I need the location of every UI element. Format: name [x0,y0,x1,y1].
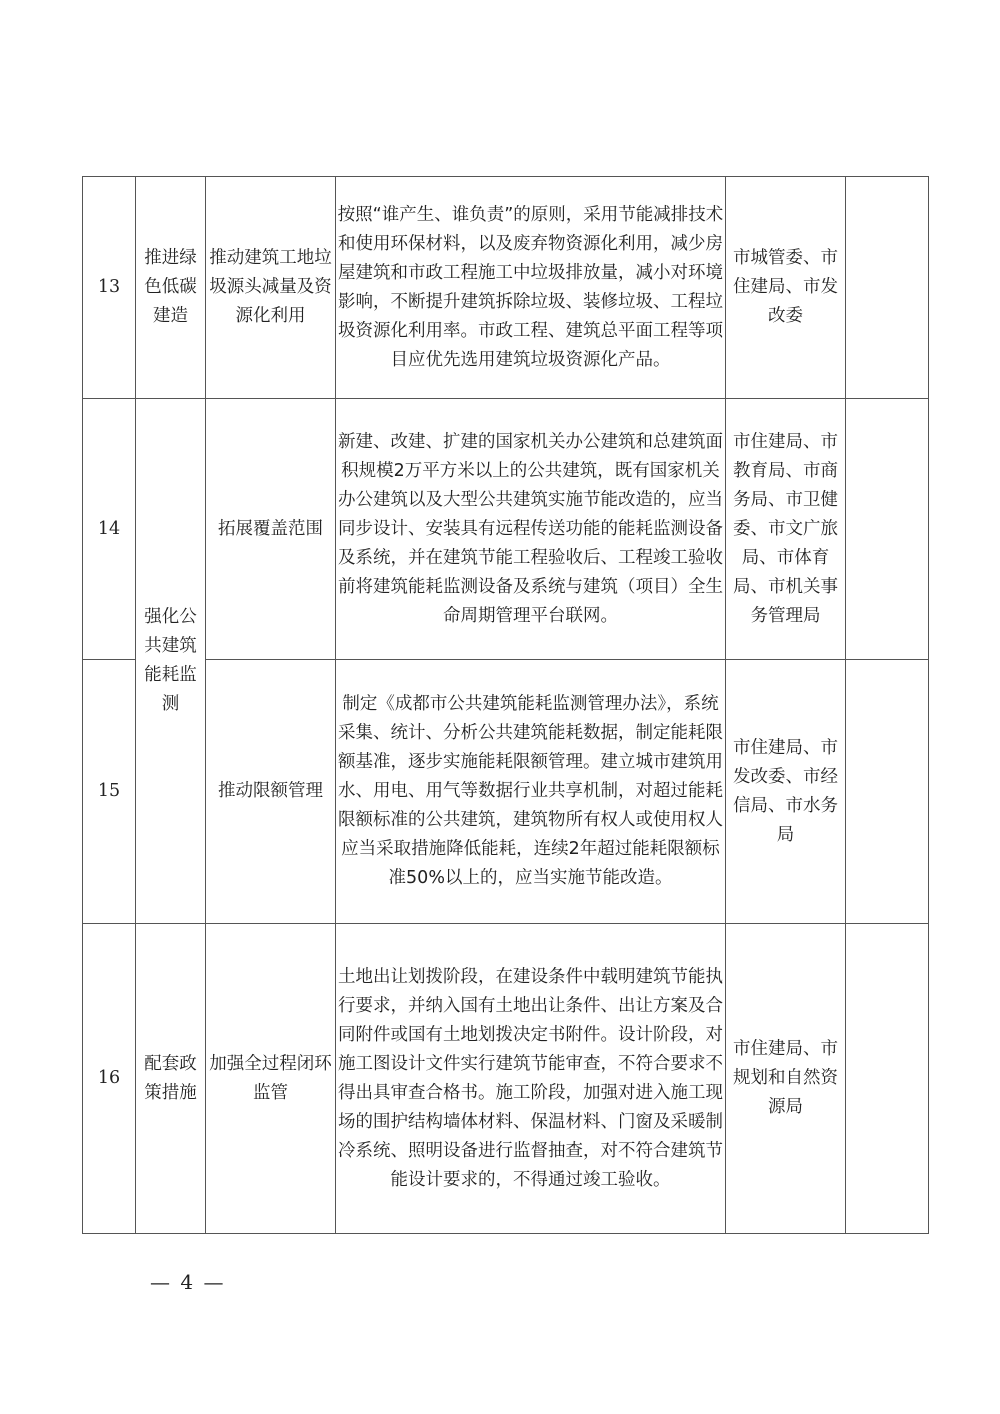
category-cell: 推进绿色低碳建造 [136,177,206,399]
table-row [83,177,929,399]
category-cell: 配套政策措施 [136,924,206,1234]
task-table [82,176,929,1234]
table-row [83,660,929,924]
task-content-cell: 按照“谁产生、谁负责”的原则，采用节能减排技术和使用环保材料，以及废弃物资源化利用，减少房屋建筑和市政工程施工中垃圾排放量，减小对环境影响，不断提升建筑拆除垃圾、装修垃圾、工程垃圾资源化利用率。市政工程、建筑总平面工程等项目应优先选用建筑垃圾资源化产品。 [336,177,726,399]
note-cell [846,924,929,1234]
task-item-cell: 加强全过程闭环监管 [206,924,336,1234]
note-cell [846,660,929,924]
task-content-cell: 土地出让划拨阶段，在建设条件中载明建筑节能执行要求，并纳入国有土地出让条件、出让方案及合同附件或国有土地划拨决定书附件。设计阶段，对施工图设计文件实行建筑节能审查，不符合要求不得出具审查合格书。施工阶段，加强对进入施工现场的围护结构墙体材料、保温材料、门窗及采暖制冷系统、照明设备进行监督抽查，对不符合建筑节能设计要求的，不得通过竣工验收。 [336,924,726,1234]
table-row [83,924,929,1234]
row-number: 14 [83,399,136,660]
category-cell: 强化公共建筑能耗监测 [136,399,206,924]
table-row [83,399,929,660]
task-item-cell: 拓展覆盖范围 [206,399,336,660]
task-content-cell: 新建、改建、扩建的国家机关办公建筑和总建筑面积规模2万平方米以上的公共建筑，既有国家机关办公建筑以及大型公共建筑实施节能改造的，应当同步设计、安装具有远程传送功能的能耗监测设备及系统，并在建筑节能工程验收后、工程竣工验收前将建筑能耗监测设备及系统与建筑（项目）全生命周期管理平台联网。 [336,399,726,660]
note-cell [846,399,929,660]
task-content-cell: 制定《成都市公共建筑能耗监测管理办法》，系统采集、统计、分析公共建筑能耗数据，制定能耗限额基准，逐步实施能耗限额管理。建立城市建筑用水、用电、用气等数据行业共享机制，对超过能耗限额标准的公共建筑，建筑物所有权人或使用权人应当采取措施降低能耗，连续2年超过能耗限额标准50%以上的，应当实施节能改造。 [336,660,726,924]
department-cell: 市住建局、市规划和自然资源局 [726,924,846,1234]
department-cell: 市住建局、市教育局、市商务局、市卫健委、市文广旅局、市体育局、市机关事务管理局 [726,399,846,660]
task-item-cell: 推动建筑工地垃圾源头减量及资源化利用 [206,177,336,399]
department-cell: 市住建局、市发改委、市经信局、市水务局 [726,660,846,924]
page-number: — 4 — [150,1270,226,1294]
task-item-cell: 推动限额管理 [206,660,336,924]
row-number: 13 [83,177,136,399]
note-cell [846,177,929,399]
department-cell: 市城管委、市住建局、市发改委 [726,177,846,399]
row-number: 15 [83,660,136,924]
row-number: 16 [83,924,136,1234]
